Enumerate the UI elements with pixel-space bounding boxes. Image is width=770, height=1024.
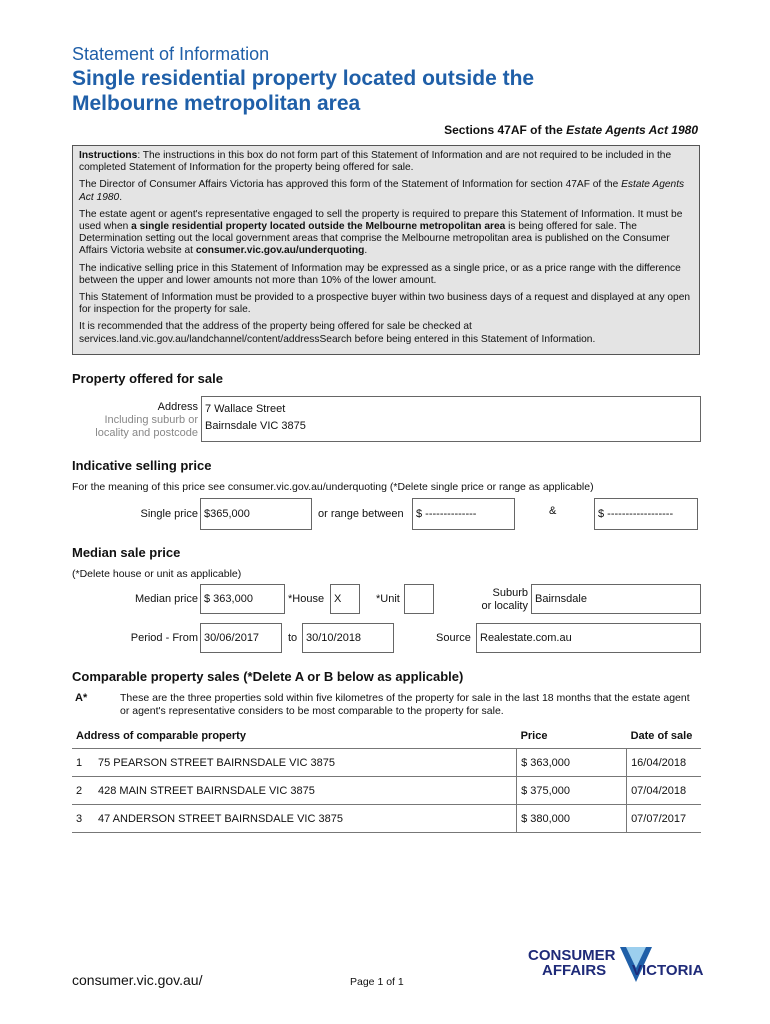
median-price-field[interactable]: $ 363,000	[200, 584, 285, 614]
page-number: Page 1 of 1	[350, 976, 404, 988]
col-date-header: Date of sale	[627, 724, 701, 749]
title-line-1: Single residential property located outside the	[72, 67, 535, 90]
col-price-header: Price	[517, 724, 627, 749]
instructions-p2	[79, 179, 693, 203]
sections-act: Estate Agents Act 1980	[566, 123, 698, 137]
row-number: 1	[72, 749, 94, 777]
row-number: 2	[72, 777, 94, 805]
instructions-p2-text: The Director of Consumer Affairs Victoria has approved this form of the Statement of Information for section 47AF of the	[79, 179, 622, 191]
address-label: Address	[157, 401, 198, 413]
instructions-p5: This Statement of Information must be provided to a prospective buyer within two business days of a request and displayed at any open for inspection for the property for sale.	[79, 292, 691, 316]
row-date[interactable]: 16/04/2018	[627, 749, 701, 777]
logo-text-consumer: CONSUMER	[528, 947, 616, 964]
row-price[interactable]: $ 380,000	[517, 805, 627, 833]
footer-url[interactable]: consumer.vic.gov.au/	[72, 972, 203, 988]
single-price-field[interactable]: $365,000	[200, 498, 312, 530]
logo-text-victoria: VICTORIA	[632, 962, 704, 979]
table-row	[72, 749, 701, 777]
range-between-label: or range between	[318, 508, 404, 520]
instructions-p2-act: Estate Agents Act 1980	[79, 179, 685, 203]
address-line-2: Bairnsdale VIC 3875	[205, 420, 306, 432]
period-to-field[interactable]: 30/10/2018	[302, 623, 394, 653]
period-to-label: to	[288, 632, 298, 644]
instructions-p1	[79, 150, 693, 174]
row-date[interactable]: 07/04/2018	[627, 777, 701, 805]
median-heading: Median sale price	[72, 545, 181, 560]
comparable-table	[72, 724, 701, 833]
row-address[interactable]: 47 ANDERSON STREET BAIRNSDALE VIC 3875	[94, 805, 517, 833]
sections-reference	[444, 123, 698, 137]
form-pre-title: Statement of Information	[72, 44, 270, 64]
instructions-label: Instructions	[79, 150, 138, 161]
row-price[interactable]: $ 363,000	[517, 749, 627, 777]
logo-text-affairs: AFFAIRS	[542, 962, 607, 979]
underquoting-link[interactable]: consumer.vic.gov.au/underquoting	[195, 245, 365, 257]
indicative-note: For the meaning of this price see consumer.vic.gov.au/underquoting (*Delete single price or range as applicable)	[72, 481, 594, 493]
option-a-text: These are the three properties sold within five kilometres of the property for sale in the last 18 months that the estate agent or agent's representative considers to be most comparable to the property for sale.	[120, 692, 690, 717]
suburb-field[interactable]: Bairnsdale	[531, 584, 701, 614]
address-label-block	[72, 401, 198, 440]
range-ampersand: &	[549, 505, 557, 517]
range-low-field[interactable]: $ --------------	[412, 498, 515, 530]
title-line-2: Melbourne metropolitan area	[72, 92, 361, 115]
row-date[interactable]: 07/07/2017	[627, 805, 701, 833]
sections-prefix: Sections 47AF of the	[444, 123, 567, 137]
instructions-p3-end: .	[364, 245, 368, 257]
row-price[interactable]: $ 375,000	[517, 777, 627, 805]
instructions-p2-end: .	[119, 191, 123, 203]
instructions-p1-text: : The instructions in this box do not form part of this Statement of Information and are not required to be included in the completed Statement of Information for the property being offered for sale.	[79, 150, 672, 174]
address-field[interactable]	[201, 396, 701, 442]
period-from-field[interactable]: 30/06/2017	[200, 623, 282, 653]
house-label: *House	[288, 593, 325, 605]
instructions-p3-bold: a single residential property located outside the Melbourne metropolitan area	[131, 221, 506, 233]
indicative-heading: Indicative selling price	[72, 458, 212, 473]
instructions-p4: The indicative selling price in this Statement of Information may be expressed as a single price, or as a price range with the difference between the upper and lower amounts not more than 10% of the lower amount.	[79, 262, 681, 286]
option-a-label: A*	[75, 692, 88, 704]
row-address[interactable]: 75 PEARSON STREET BAIRNSDALE VIC 3875	[94, 749, 517, 777]
house-field[interactable]: X	[330, 584, 360, 614]
unit-label: *Unit	[376, 593, 400, 605]
row-address[interactable]: 428 MAIN STREET BAIRNSDALE VIC 3875	[94, 777, 517, 805]
single-price-label: Single price	[140, 508, 198, 520]
table-row	[72, 805, 701, 833]
comparable-table-header	[72, 724, 701, 749]
col-address-header: Address of comparable property	[72, 724, 517, 749]
period-from-label: Period - From	[130, 632, 198, 644]
property-heading: Property offered for sale	[72, 371, 223, 386]
suburb-sublabel: or locality	[481, 600, 528, 612]
median-price-label: Median price	[135, 593, 198, 605]
source-label: Source	[436, 632, 471, 644]
address-sublabel-2: locality and postcode	[95, 427, 198, 439]
median-note: (*Delete house or unit as applicable)	[72, 568, 242, 580]
range-high-field[interactable]: $ ------------------	[594, 498, 698, 530]
instructions-p3-text-b: is being offered for sale. The Determination setting out the local government areas that comprise the Melbourne metropolitan area is published on the Consumer Affairs Victoria website at	[79, 221, 670, 257]
suburb-label-block	[460, 587, 528, 613]
address-sublabel-1: Including suburb or	[104, 414, 198, 426]
instructions-box	[72, 145, 700, 355]
instructions-p3-text-a: The estate agent or agent's representative engaged to sell the property is required to prepare this Statement of Information. It must be used when	[79, 208, 683, 233]
source-field[interactable]: Realestate.com.au	[476, 623, 701, 653]
instructions-p3	[79, 209, 693, 258]
unit-field[interactable]	[404, 584, 434, 614]
address-line-1: 7 Wallace Street	[205, 403, 286, 415]
instructions-p6: It is recommended that the address of the property being offered for sale be checked at services.land.vic.gov.au/landchannel/content/addressSearch before being entered in this Statement of Information.	[79, 321, 596, 345]
comparable-heading: Comparable property sales (*Delete A or B below as applicable)	[72, 669, 464, 684]
suburb-label: Suburb	[492, 587, 528, 599]
row-number: 3	[72, 805, 94, 833]
consumer-affairs-victoria-logo	[528, 942, 704, 986]
page-title	[72, 66, 692, 116]
table-row	[72, 777, 701, 805]
